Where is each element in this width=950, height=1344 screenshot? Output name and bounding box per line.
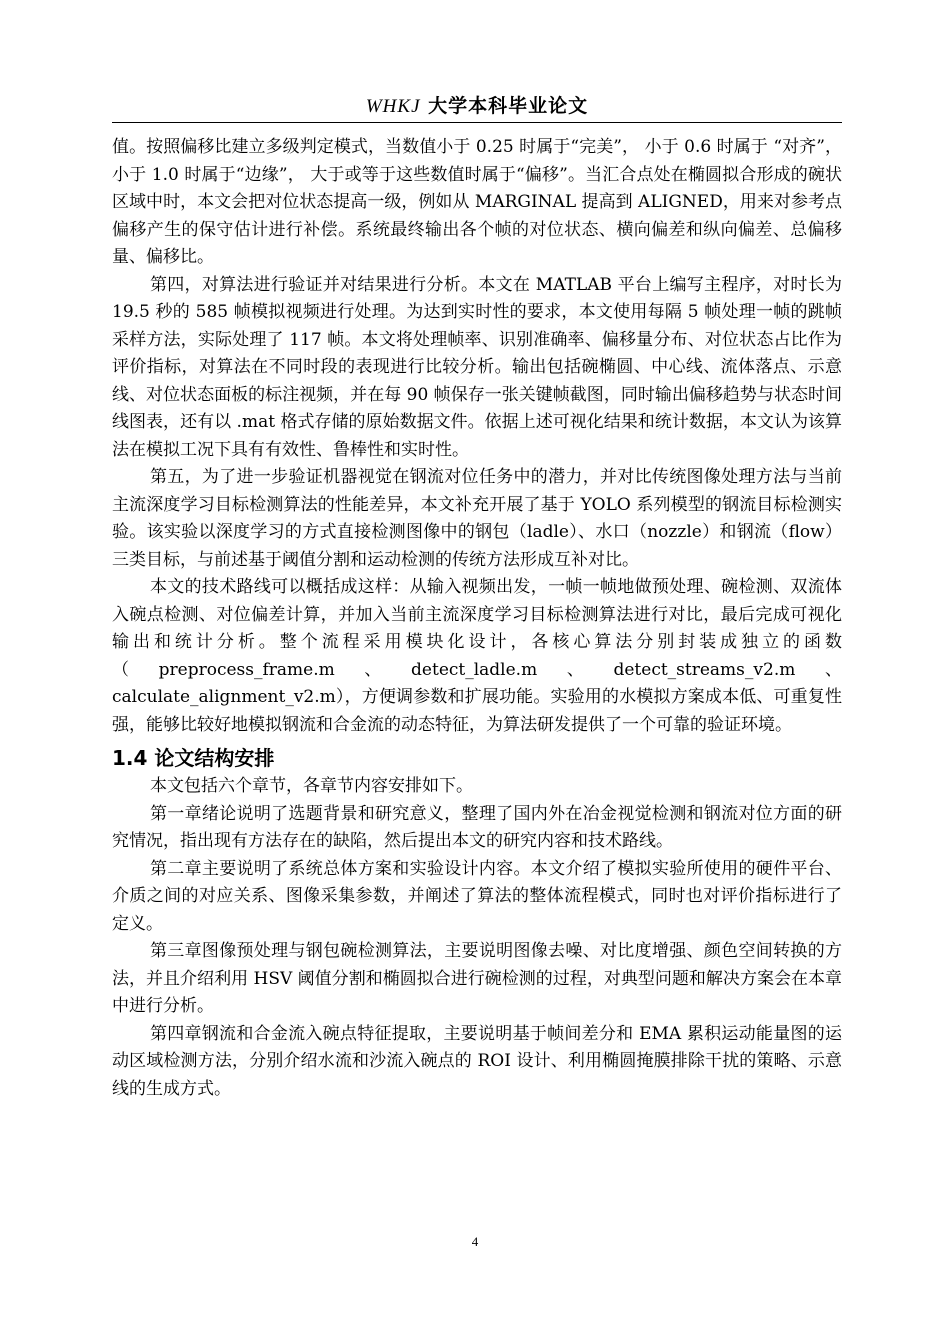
- paragraph-chapter-1: 第一章绪论说明了选题背景和研究意义，整理了国内外在冶金视觉检测和钢流对位方面的研究情况，指出现有方法存在的缺陷，然后提出本文的研究内容和技术路线。: [112, 803, 842, 851]
- paragraph-chapters-intro: 本文包括六个章节，各章节内容安排如下。: [150, 776, 473, 796]
- header-rule: [112, 122, 842, 123]
- paragraph-chapter-3: 第三章图像预处理与钢包碗检测算法，主要说明图像去噪、对比度增强、颜色空间转换的方法，并且介绍利用 HSV 阈值分割和椭圆拟合进行碗检测的过程，对典型问题和解决方案会在本章中进行分析。: [112, 941, 842, 1016]
- header-latin: WHKJ: [365, 96, 421, 117]
- paragraph-continued: 值。按照偏移比建立多级判定模式，当数值小于 0.25 时属于“完美”， 小于 0.6 时属于 “对齐”， 小于 1.0 时属于“边缘”， 大于或等于这些数值时属于“偏移”。当汇合点处在椭圆拟合形成的碗状区域中时，本文会把对位状态提高一级，例如从 MARGINAL 提高到 ALIGNED，用来对参考点偏移产生的保守估计进行补偿。系统最终输出各个帧的对位状态、横向偏差和纵向偏差、总偏移量、偏移比。: [112, 137, 842, 267]
- paragraph-chapter-2: 第二章主要说明了系统总体方案和实验设计内容。本文介绍了模拟实验所使用的硬件平台、介质之间的对应关系、图像采集参数，并阐述了算法的整体流程模式，同时也对评价指标进行了定义。: [112, 858, 842, 934]
- paragraph-fifth: 第五，为了进一步验证机器视觉在钢流对位任务中的潜力，并对比传统图像处理方法与当前主流深度学习目标检测算法的性能差异，本文补充开展了基于 YOLO 系列模型的钢流目标检测实验。该实验以深度学习的方式直接检测图像中的钢包（ladle）、水口（nozzle）和钢流（flow）三类目标，与前述基于阈值分割和运动检测的传统方法形成互补对比。: [112, 467, 842, 570]
- body-text: [112, 134, 842, 1103]
- paragraph-chapter-4: 第四章钢流和合金流入碗点特征提取，主要说明基于帧间差分和 EMA 累积运动能量图的运动区域检测方法，分别介绍水流和沙流入碗点的 ROI 设计、利用椭圆掩膜排除干扰的策略、示意线的生成方式。: [112, 1023, 842, 1099]
- paragraph-fourth: 第四，对算法进行验证并对结果进行分析。本文在 MATLAB 平台上编写主程序，对时长为 19.5 秒的 585 帧模拟视频进行处理。为达到实时性的要求，本文使用每隔 5 帧处理一帧的跳帧采样方法，实际处理了 117 帧。本文将处理帧率、识别准确率、偏移量分布、对位状态占比作为评价指标，对算法在不同时段的表现进行比较分析。输出包括碗椭圆、中心线、流体落点、示意线、对位状态面板的标注视频，并在每 90 帧保存一张关键帧截图，同时输出偏移趋势与状态时间线图表，还有以 .mat 格式存储的原始数据文件。依据上述可视化结果和统计数据，本文认为该算法在模拟工况下具有有效性、鲁棒性和实时性。: [112, 274, 842, 460]
- page-number: 4: [471, 1234, 479, 1249]
- running-header: [112, 91, 842, 117]
- paragraph-technical-route: 本文的技术路线可以概括成这样：从输入视频出发，一帧一帧地做预处理、碗检测、双流体入碗点检测、对位偏差计算，并加入当前主流深度学习目标检测算法进行对比，最后完成可视化输出和统计分析。整个流程采用模块化设计，各核心算法分别封装成独立的函数（preprocess_frame.m、detect_ladle.m、detect_streams_v2.m、calculate_alignment_v2.m），方便调参数和扩展功能。实验用的水模拟方案成本低、可重复性强，能够比较好地模拟钢流和合金流的动态特征，为算法研发提供了一个可靠的验证环境。: [112, 577, 842, 735]
- section-heading-1-4: 1.4 论文结构安排: [112, 746, 275, 770]
- header-cjk: 大学本科毕业论文: [420, 95, 589, 117]
